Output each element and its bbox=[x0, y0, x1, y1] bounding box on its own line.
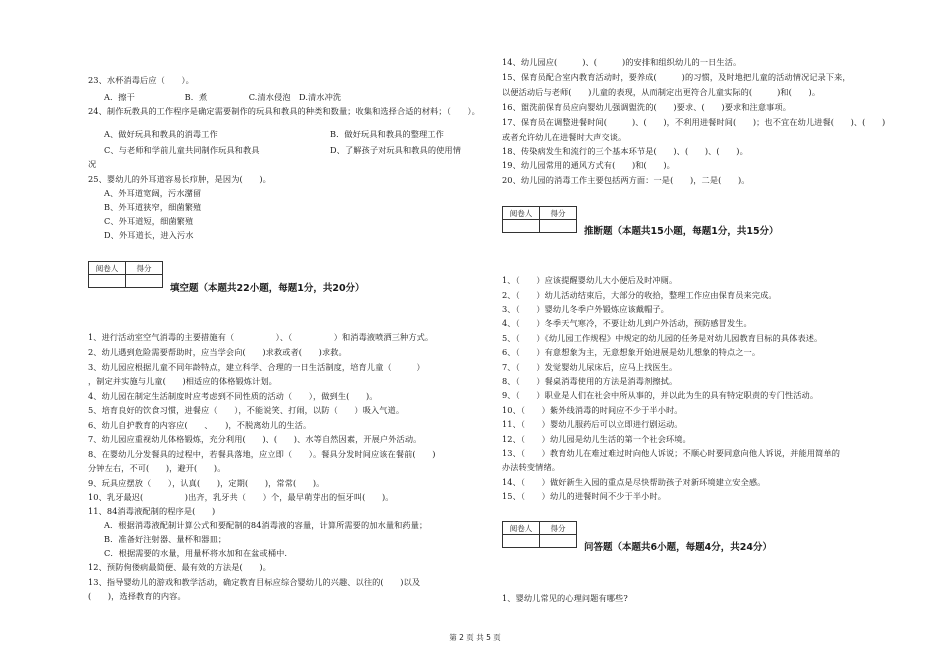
grader-label: 阅卷人 bbox=[89, 262, 126, 275]
fill-line: 3、幼儿园应根据儿童不同年龄特点，建立科学、合理的一日生活制度，培育儿童（ ） bbox=[88, 362, 425, 372]
score-cell[interactable] bbox=[540, 535, 577, 548]
fill-line: 17、保育员在调整进餐时间( )、( )，不利用进餐时间( )；也不宜在幼儿进餐( )、( ) bbox=[502, 117, 886, 127]
qa-line: 1、婴幼儿常见的心理问题有哪些? bbox=[502, 593, 628, 603]
score-cell[interactable] bbox=[126, 275, 163, 288]
fill-line: 18、传染病发生和流行的三个基本环节是( )、( )、( )。 bbox=[502, 146, 748, 156]
score-label: 得分 bbox=[540, 207, 577, 220]
fill-line: 16、盥洗前保育员应向婴幼儿强调盥洗的( )要求、( )要求和注意事项。 bbox=[502, 102, 791, 112]
judge-line: 办法转变情绪。 bbox=[502, 462, 561, 472]
question-25-option-a: A、外耳道宽阔，污水潴留 bbox=[104, 188, 202, 198]
grader-label: 阅卷人 bbox=[503, 522, 540, 535]
fill-line: 9、玩具应摆放（ ），认真( )，定期( )，常常( )。 bbox=[88, 478, 325, 488]
judge-line: 13、（ ）教育幼儿在难过难过时向他人诉说；不顺心时要同意向他人诉说，并能用简单的 bbox=[502, 448, 841, 458]
fill-line: 20、幼儿园的消毒工作主要包括两方面：一是( )，二是( )。 bbox=[502, 175, 750, 185]
question-23-options: A．擦干 B．煮 C.清水侵泡 D.清水冲洗 bbox=[104, 92, 342, 102]
grader-label: 阅卷人 bbox=[503, 207, 540, 220]
fill-line: 2、幼儿遇到危险需要帮助时，应当学会向( )求救或者( )求救。 bbox=[88, 347, 347, 357]
score-label: 得分 bbox=[126, 262, 163, 275]
fill-line: 4、幼儿园在制定生活制度时应考虑到不同性质的活动（ ），做到生( )。 bbox=[88, 391, 378, 401]
grader-cell[interactable] bbox=[89, 275, 126, 288]
grader-cell[interactable] bbox=[503, 535, 540, 548]
fill-line: 15、保育员配合室内教育活动时，要养成( )的习惯，及时地把儿童的活动情况记录下来， bbox=[502, 72, 851, 82]
judge-line: 12、（ ）幼儿园是幼儿生活的第一个社会环境。 bbox=[502, 434, 691, 444]
score-box-judge bbox=[502, 206, 577, 233]
fill-line: 6、幼儿自护教育的内容应( 、 )，不脱离幼儿的生活。 bbox=[88, 420, 312, 430]
fill-line: 5、培育良好的饮食习惯，进餐应（ ），不能说笑、打闹，以防（ ）吸入气道。 bbox=[88, 405, 405, 415]
judge-line: 1、（ ）应该提醒婴幼儿大小便后及时冲厕。 bbox=[502, 275, 678, 285]
judge-line: 7、（ ）发觉婴幼儿尿床后，应马上找医生。 bbox=[502, 362, 678, 372]
fill-line: 8、在婴幼儿分发餐具的过程中，若餐具落地，应立即（ ）。餐具分发时间应该在餐前( ) bbox=[88, 449, 436, 459]
fill-line: ，制定并实施与儿童( )相适应的体格锻炼计划。 bbox=[88, 376, 277, 386]
fill-line: C．根据需要的水量，用量杯将水加和在盆或桶中. bbox=[104, 548, 288, 558]
fill-line: ( )，选择教育的内容。 bbox=[88, 591, 186, 601]
judge-line: 14、（ ）做好新生入园的重点是尽快帮助孩子对新环境建立安全感。 bbox=[502, 477, 766, 487]
fill-line: 10、乳牙最迟( )出齐，乳牙共（ ）个，最早萌芽出的恒牙叫( )。 bbox=[88, 492, 394, 502]
judge-line: 3、（ ）婴幼儿冬季户外锻炼应该戴帽子。 bbox=[502, 304, 669, 314]
judge-line: 8、（ ）餐桌消毒使用的方法是消毒剂擦拭。 bbox=[502, 376, 678, 386]
question-25: 25、婴幼儿的外耳道容易长疖肿，是因为( )。 bbox=[88, 174, 271, 184]
question-24-option-b: B．做好玩具和教具的整理工作 bbox=[330, 129, 444, 139]
judge-line: 10、（ ）紫外线消毒的时间应不少于半小时。 bbox=[502, 405, 683, 415]
question-25-option-b: B、外耳道狭窄，细菌繁殖 bbox=[104, 202, 202, 212]
question-25-option-c: C、外耳道短，细菌繁殖 bbox=[104, 216, 194, 226]
score-cell[interactable] bbox=[540, 220, 577, 233]
section-title-qa: 问答题（本题共6小题，每题4分，共24分） bbox=[584, 542, 772, 553]
fill-line: A．根据消毒液配制计算公式和要配制的84消毒液的容量，计算所需要的加水量和药量； bbox=[104, 520, 428, 530]
judge-line: 11、（ ）婴幼儿服药后可以立即进行剧运动。 bbox=[502, 419, 683, 429]
score-label: 得分 bbox=[540, 522, 577, 535]
score-box-qa bbox=[502, 521, 577, 548]
fill-line: 分钟左右，不可( )，避开( )。 bbox=[88, 463, 226, 473]
page-footer: 第 2 页 共 5 页 bbox=[449, 633, 501, 642]
fill-line: 13、指导婴幼儿的游戏和教学活动，确定教育目标应综合婴幼儿的兴趣、以往的( )以及 bbox=[88, 577, 421, 587]
grader-cell[interactable] bbox=[503, 220, 540, 233]
question-24-option-c: C、与老师和学前儿童共同制作玩具和教具 bbox=[104, 145, 260, 155]
question-25-option-d: D、外耳道长，进入污水 bbox=[104, 230, 194, 240]
fill-line: 7、幼儿园应重视幼儿体格锻炼，充分利用( )、( )、水等自然因素，开展户外活动。 bbox=[88, 434, 422, 444]
fill-line: 19、幼儿园常用的通风方式有( )和( )。 bbox=[502, 160, 675, 170]
fill-line: B．准备好注射器、量杯和器皿； bbox=[104, 534, 227, 544]
section-title-fill: 填空题（本题共22小题，每题1分，共20分） bbox=[170, 283, 365, 294]
judge-line: 9、（ ）职业是人们在社会中所从事的，并以此为生的具有特定职责的专门性活动。 bbox=[502, 390, 819, 400]
fill-line: 11、84消毒液配制的程序是( ) bbox=[88, 506, 216, 516]
score-box-fill bbox=[88, 261, 163, 288]
section-title-judge: 推断题（本题共15小题，每题1分，共15分） bbox=[584, 226, 779, 237]
fill-line: 或者允许幼儿在进餐时大声交谈。 bbox=[502, 132, 627, 142]
judge-line: 15、（ ）幼儿的进餐时间不少于半小时。 bbox=[502, 491, 666, 501]
question-23: 23、水杯消毒后应（ ）。 bbox=[88, 75, 194, 85]
question-24-option-d-cont: 况 bbox=[88, 159, 97, 169]
fill-line: 14、幼儿园应( )、( )的安排和组织幼儿的一日生活。 bbox=[502, 57, 742, 67]
judge-line: 2、（ ）幼儿活动结束后，大部分的收拾，整理工作应由保育员来完成。 bbox=[502, 290, 777, 300]
fill-line: 1、进行活动室空气消毒的主要措施有（ ）、（ ）和消毒液喷洒三种方式。 bbox=[88, 332, 434, 342]
judge-line: 5、（ ）《幼儿园工作规程》中规定的幼儿园的任务是对幼儿园教育目标的具体表述。 bbox=[502, 333, 823, 343]
judge-line: 4、（ ）冬季天气寒冷，不要让幼儿到户外活动，预防感冒发生。 bbox=[502, 318, 752, 328]
judge-line: 6、（ ）有意想象为主，无意想象开始进展是幼儿想象的特点之一。 bbox=[502, 347, 761, 357]
question-24-option-a: A、做好玩具和教具的消毒工作 bbox=[104, 129, 218, 139]
question-24: 24、制作玩教具的工作程序是确定需要制作的玩具和教具的种类和数量；收集和选择合适的材料；（ ）。 bbox=[88, 106, 480, 116]
fill-line: 12、预防佝偻病最简便、最有效的方法是( )。 bbox=[88, 562, 271, 572]
fill-line: 以便活动后与老师( )儿童的表现，从而制定出更符合儿童实际的( )和( )。 bbox=[502, 87, 821, 97]
question-24-option-d: D、了解孩子对玩具和教具的使用情 bbox=[330, 145, 461, 155]
